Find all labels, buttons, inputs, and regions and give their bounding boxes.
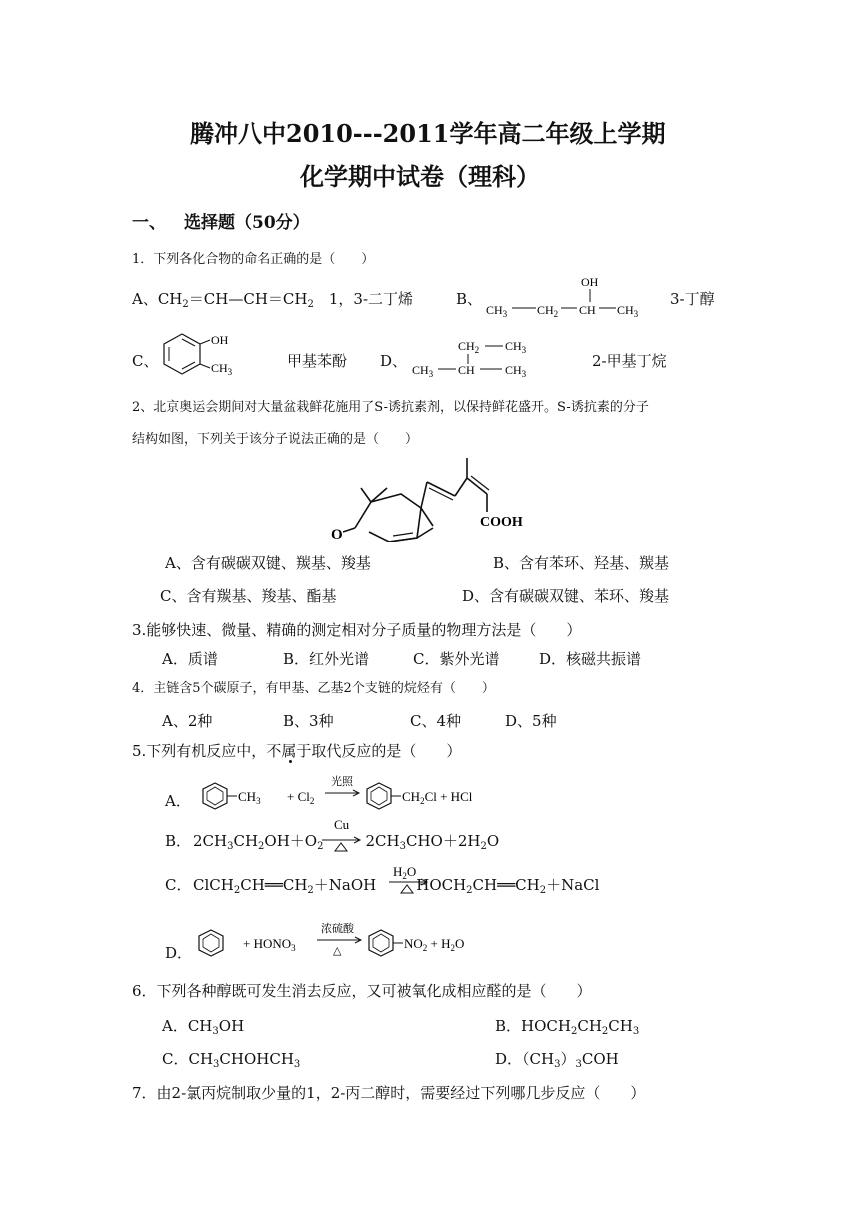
q6-option-d: D．$(CH_3)_3COH$	[495, 1050, 619, 1070]
q5-stem: 5.下列有机反应中，不属于取代反应的是（ ）	[132, 742, 462, 760]
svg-text:CH3: $CH_3$	[486, 303, 508, 319]
svg-text:CH3: $CH_3$	[238, 789, 261, 806]
q3-stem: 3.能够快速、微量、精确的测定相对分子质量的物理方法是（ ）	[132, 621, 582, 639]
q6-option-a: A．$CH_3OH$	[162, 1017, 245, 1037]
svg-text:CH: CH	[458, 363, 475, 377]
svg-text:CH3: $CH_3$	[412, 363, 434, 379]
q1-option-b-name: 3-丁醇	[670, 290, 715, 308]
q5-option-d-equation	[195, 918, 525, 962]
q4-option-a: A、2种	[162, 712, 213, 730]
q3-option-c: C．紫外光谱	[413, 650, 500, 668]
q4-option-b: B、3种	[283, 712, 334, 730]
q5-option-b-arrow	[320, 817, 366, 855]
q5-option-b-equation: $2CH_3CH_2OH+O_2$ $2CH_3CHO+2H_2O$	[193, 832, 500, 852]
svg-text:+ HONO3: + $HONO_3$	[243, 936, 296, 953]
q1-option-a-name: 1，3-二丁烯	[328, 290, 414, 308]
q3-option-b: B．红外光谱	[283, 650, 370, 668]
exam-title-line1: 腾冲八中2010---2011学年高二年级上学期	[190, 119, 666, 148]
q2-option-b: B、含有苯环、羟基、羰基	[493, 554, 670, 572]
q6-option-b: B．$HOCH_2CH_2CH_3$	[495, 1017, 640, 1037]
svg-text:O: O	[331, 527, 343, 542]
q5-option-a-label: A．	[165, 792, 191, 810]
q5-option-b-label: B．	[165, 832, 192, 850]
svg-text:CH3: $CH_3$	[617, 303, 639, 319]
svg-text:浓硫酸: 浓硫酸	[321, 923, 354, 935]
q1-option-b-structure	[484, 270, 654, 320]
q1-option-d-label: D、	[380, 352, 408, 370]
q1-option-b-label: B、	[456, 290, 483, 308]
svg-text:CH2: $CH_2$	[537, 303, 559, 319]
q2-stem-line1: 2、北京奥运会期间对大量盆栽鲜花施用了S-诱抗素剂，以保持鲜花盛开。S-诱抗素的分子	[132, 400, 649, 415]
q1-option-c-structure	[158, 328, 258, 380]
q5-option-c-label: C．	[165, 876, 192, 894]
q4-option-c: C、4种	[410, 712, 462, 730]
q3-option-d: D．核磁共振谱	[539, 650, 642, 668]
svg-text:CH3: $CH_3$	[505, 363, 527, 379]
svg-text:光照: 光照	[331, 776, 353, 788]
q1-option-c-label: C、	[132, 352, 159, 370]
q5-option-c-arrow	[387, 862, 433, 898]
q1-option-a: A、$CH_2=CH—CH=CH_2$ 1，3-二丁烯	[132, 290, 414, 310]
svg-text:+ Cl2: + $Cl_2$	[287, 789, 315, 806]
q4-option-d: D、5种	[505, 712, 557, 730]
section-heading: 选择题（50分）	[184, 213, 310, 233]
exam-title-line2: 化学期中试卷（理科）	[300, 162, 540, 191]
q2-stem-line2: 结构如图，下列关于该分子说法正确的是（ ）	[132, 432, 419, 447]
emphasis-dot	[289, 760, 292, 763]
q5-option-a-equation	[195, 773, 515, 815]
section-number: 一、	[132, 213, 166, 233]
q1-option-c-name: 甲基苯酚	[287, 352, 348, 370]
q6-stem: 6．下列各种醇既可发生消去反应，又可被氧化成相应醛的是（ ）	[132, 982, 592, 1000]
svg-text:NO2 + H2O: $NO_2 + H_2O$	[404, 936, 465, 953]
svg-text:CH3: $CH_3$	[211, 361, 233, 377]
q1-stem: 1．下列各化合物的命名正确的是（ ）	[132, 252, 375, 267]
svg-text:CH2: $CH_2$	[458, 339, 480, 355]
svg-text:△: △	[333, 945, 342, 957]
q5-option-c-equation: $ClCH_2CH══CH_2+NaOH$ $HOCH_2CH══CH_2+NaCl$	[193, 876, 600, 896]
q6-option-c: C．$CH_3CHOHCH_3$	[162, 1050, 301, 1070]
svg-text:OH: OH	[211, 333, 229, 347]
q3-option-a: A．质谱	[162, 650, 218, 668]
q2-option-c: C、含有羰基、羧基、酯基	[160, 587, 337, 605]
q1-option-d-name: 2-甲基丁烷	[592, 352, 667, 370]
q7-stem: 7．由2-氯丙烷制取少量的1，2-丙二醇时，需要经过下列哪几步反应（ ）	[132, 1084, 646, 1102]
q2-molecule-structure	[325, 452, 535, 542]
svg-text:CH3: $CH_3$	[505, 339, 527, 355]
q1-option-d-structure	[410, 334, 540, 380]
q2-option-a: A、含有碳碳双键、羰基、羧基	[165, 554, 371, 572]
svg-text:COOH: COOH	[480, 515, 523, 530]
hydroxyl-label: OH	[581, 275, 599, 289]
emphasis-not: 不	[266, 742, 282, 760]
svg-text:Cu: Cu	[334, 817, 350, 832]
q4-stem: 4．主链含5个碳原子，有甲基、乙基2个支链的烷烃有（ ）	[132, 681, 495, 696]
svg-text:CH: CH	[579, 303, 596, 317]
svg-text:H2O: $H_2O$	[393, 864, 417, 881]
q2-option-d: D、含有碳碳双键、苯环、羧基	[462, 587, 670, 605]
q5-option-d-label: D．	[165, 944, 193, 962]
svg-text:CH2Cl + HCl: $CH_2Cl$ + HCl	[402, 789, 473, 806]
